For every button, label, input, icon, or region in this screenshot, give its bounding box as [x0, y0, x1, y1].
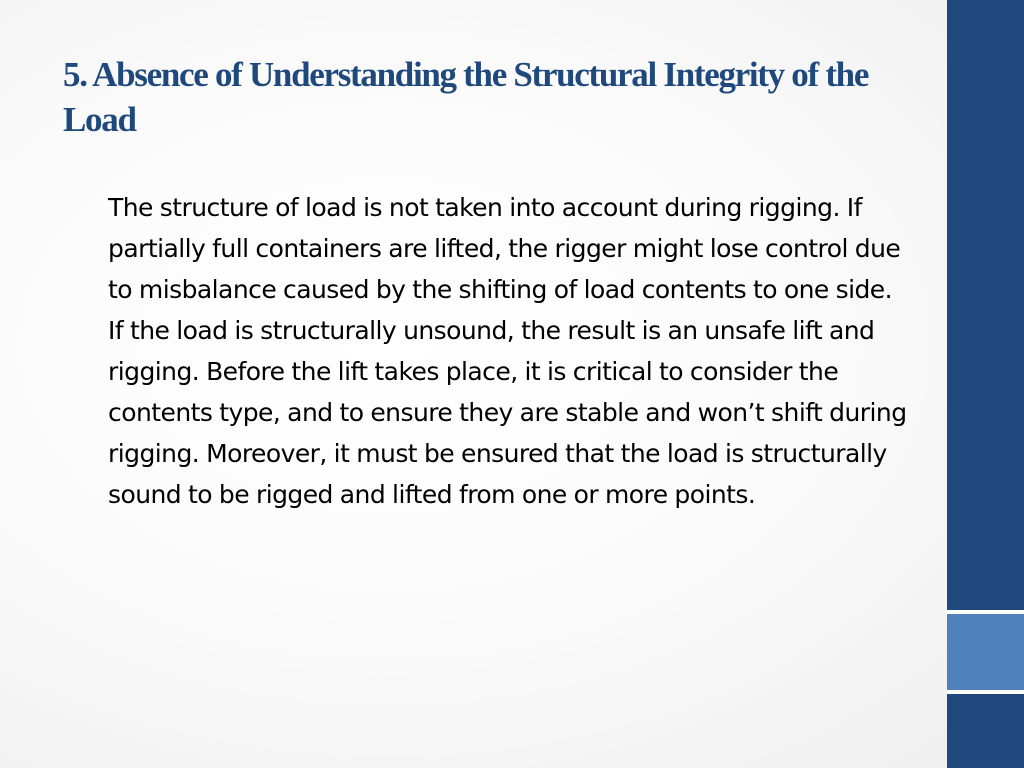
sidebar-accent-block — [947, 614, 1024, 690]
slide-title: 5. Absence of Understanding the Structural Integrity of the Load — [63, 55, 869, 139]
decorative-sidebar — [947, 0, 1024, 768]
slide-body-text: The structure of load is not taken into account during rigging. If partially full containers are lifted, the rigger might lose control due to misbalance caused by the shifting of load contents to one side. If the load is structurally unsound, the result is an unsafe lift and rigging. Before the lift takes place, it is critical to consider the contents type, and to ensure they are stable and won’t shift during rigging. Moreover, it must be ensured that the load is structurally sound to be rigged and lifted from one or more points. — [108, 193, 907, 509]
sidebar-divider-bottom — [947, 690, 1024, 694]
